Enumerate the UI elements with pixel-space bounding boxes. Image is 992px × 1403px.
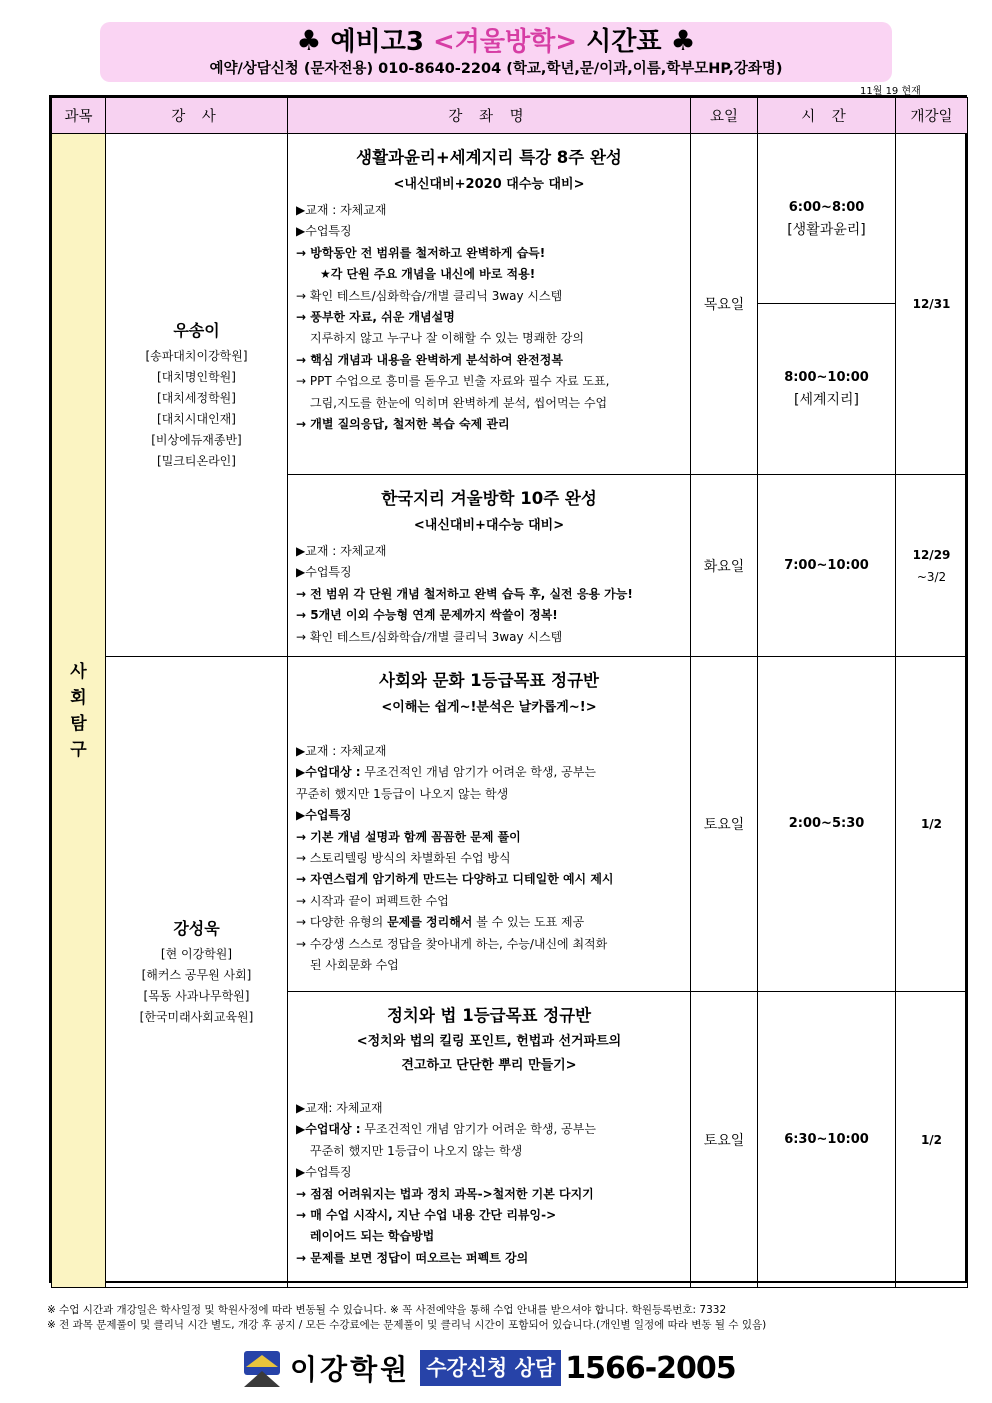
table-row — [52, 134, 968, 304]
course-title: 한국지리 겨울방학 10주 완성 — [381, 489, 597, 508]
course-subtitle: <내신대비+대수능 대비> — [413, 518, 565, 533]
course-cell: 생활과윤리+세계지리 특강 8주 완성 <내신대비+2020 대수능 대비> ▶교재 : 자체교재 ▶수업특징 → 방학동안 전 범위를 철저하고 완벽하게 습득! ★각 단원 주요 개념을 내신에 바로 적용! → 확인 테스트/심화학습/개별 클리닉 3way 시스템 → 풍부한 자료, 쉬운 개념설명 지루하지 않고 누구나 잘 이해할 수 있는 명쾌한 강의 → 핵심 개념과 내용을 완벽하게 분석하여 완전정복 → PPT 수업으로 흥미를 돋우고 빈출 자료와 필수 자료 도표, 그림,지도를 한눈에 익히며 완벽하게 분석, 씹어먹는 수업 → 개별 질의응답, 철저한 복습 숙제 관리 — [288, 134, 691, 475]
day-cell: 목요일 — [691, 134, 758, 475]
course-subtitle: <내신대비+2020 대수능 대비> — [393, 177, 585, 192]
course-cell: 사회와 문화 1등급목표 정규반 <이해는 쉽게~!분석은 날카롭게~!> ▶교재 : 자체교재 ▶수업대상 : 무조건적인 개념 암기가 어려운 학생, 공부는 꾸준히 했지만 1등급이 나오지 않는 학생 ▶수업특징 → 기본 개념 설명과 함께 꼼꼼한 문제 풀이 → 스토리텔링 방식의 차별화된 수업 방식 → 자연스럽게 암기하게 만드는 다양하고 디테일한 예시 제시 → 시작과 끝이 퍼펙트한 수업 → 다양한 유형의 문제를 정리해서 볼 수 있는 도표 제공 → 수강생 스스로 정답을 찾아내게 하는, 수능/내신에 최적화 된 사회문화 수업 — [288, 657, 691, 992]
course-subtitle: <이해는 쉽게~!분석은 날카롭게~!> — [381, 700, 597, 716]
title-suffix: 시간표 — [586, 27, 662, 57]
teacher-cell: 강성욱 [현 이강학원] [해커스 공무원 사회] [목동 사과나무학원] [한국미래사회교육원] — [106, 657, 288, 1288]
teacher-cell: 우송이 [송파대치이강학원] [대치명인학원] [대치세정학원] [대치시대인재] [비상에듀재종반] [밀크티온라인] — [106, 134, 288, 657]
course-title: 정치와 법 1등급목표 정규반 — [386, 1006, 592, 1026]
col-time: 시 간 — [758, 98, 896, 134]
page-title — [100, 22, 892, 59]
time-cell: 8:00~10:00 [세계지리] — [758, 304, 896, 475]
course-cell: 한국지리 겨울방학 10주 완성 <내신대비+대수능 대비> ▶교재 : 자체교재 ▶수업특징 → 전 범위 각 단원 개념 철저하고 완벽 습득 후, 실전 응용 가능! → 5개년 이외 수능형 연계 문제까지 싹쓸이 정복! → 확인 테스트/심화학습/개별 클리닉 3way 시스템 — [288, 475, 691, 657]
course-subtitle: <정치와 법의 킬링 포인트, 헌법과 선거파트의 — [356, 1034, 622, 1050]
footer-banner — [240, 1342, 760, 1394]
day-cell: 토요일 — [691, 992, 758, 1288]
footnote: ※ 전 과목 문제풀이 및 클리닉 시간 별도, 개강 후 공지 / 모든 수강료에는 문제풀이 및 클리닉 시간이 포함되어 있습니다.(개인별 일정에 따라 변동 될 수 있음) — [47, 1319, 767, 1331]
academy-logo-icon — [240, 1345, 284, 1391]
col-subject: 과목 — [52, 98, 106, 134]
course-title: 생활과윤리+세계지리 특강 8주 완성 — [356, 148, 622, 167]
footnote: ※ 수업 시간과 개강일은 학사일정 및 학원사정에 따라 변동될 수 있습니다. ※ 꼭 사전예약을 통해 수업 안내를 받으셔야 합니다. 학원등록번호: 7332 — [47, 1304, 727, 1316]
phone-number[interactable]: 1566-2005 — [565, 1350, 736, 1386]
course-cell: 정치와 법 1등급목표 정규반 <정치와 법의 킬링 포인트, 헌법과 선거파트의 견고하고 단단한 뿌리 만들기> ▶교재: 자체교재 ▶수업대상 : 무조건적인 개념 암기가 어려운 학생, 공부는 꾸준히 했지만 1등급이 나오지 않는 학생 ▶수업특징 → 점점 어려워지는 법과 정치 과목->철저한 기본 다지기 → 매 수업 시작시, 지난 수업 내용 간단 리뷰잉-> 레이어드 되는 학습방법 → 문제를 보면 정답이 떠오르는 퍼펙트 강의 — [288, 992, 691, 1288]
contact-info: 예약/상담신청 (문자전용) 010-8640-2204 (학교,학년,문/이과,이름,학부모HP,강좌명) — [209, 61, 783, 77]
subject-cell: 사 회 탐 구 — [52, 134, 106, 1288]
open-date-cell: 12/29 ~3/2 — [896, 475, 968, 657]
col-teacher: 강 사 — [106, 98, 288, 134]
col-course: 강 좌 명 — [288, 98, 691, 134]
time-cell: 7:00~10:00 — [758, 475, 896, 657]
open-date-cell: 1/2 — [896, 657, 968, 992]
day-cell: 화요일 — [691, 475, 758, 657]
title-highlight: <겨울방학> — [433, 27, 578, 57]
academy-name: 이강학원 — [290, 1353, 411, 1386]
day-cell: 토요일 — [691, 657, 758, 992]
table-row — [52, 657, 968, 992]
enroll-consult-button[interactable]: 수강신청 상담 — [420, 1350, 561, 1386]
time-cell: 6:30~10:00 — [758, 992, 896, 1288]
as-of-date: 11월 19 현재 — [860, 86, 921, 97]
club-icon: ♣ — [670, 24, 696, 57]
footnotes — [47, 1303, 766, 1333]
course-title: 사회와 문화 1등급목표 정규반 — [379, 671, 599, 691]
time-cell: 2:00~5:30 — [758, 657, 896, 992]
teacher-name: 우송이 — [173, 321, 220, 341]
teacher-name: 강성욱 — [173, 919, 220, 939]
open-date-cell: 12/31 — [896, 134, 968, 475]
title-prefix: 예비고3 — [330, 27, 424, 57]
title-banner — [100, 22, 892, 82]
course-subtitle: 견고하고 단단한 뿌리 만들기> — [401, 1058, 577, 1074]
table-header — [52, 98, 968, 134]
col-day: 요일 — [691, 98, 758, 134]
open-date-cell: 1/2 — [896, 992, 968, 1288]
time-cell: 6:00~8:00 [생활과윤리] — [758, 134, 896, 304]
col-open: 개강일 — [896, 98, 968, 134]
club-icon: ♣ — [296, 24, 322, 57]
schedule-table — [49, 95, 967, 1283]
